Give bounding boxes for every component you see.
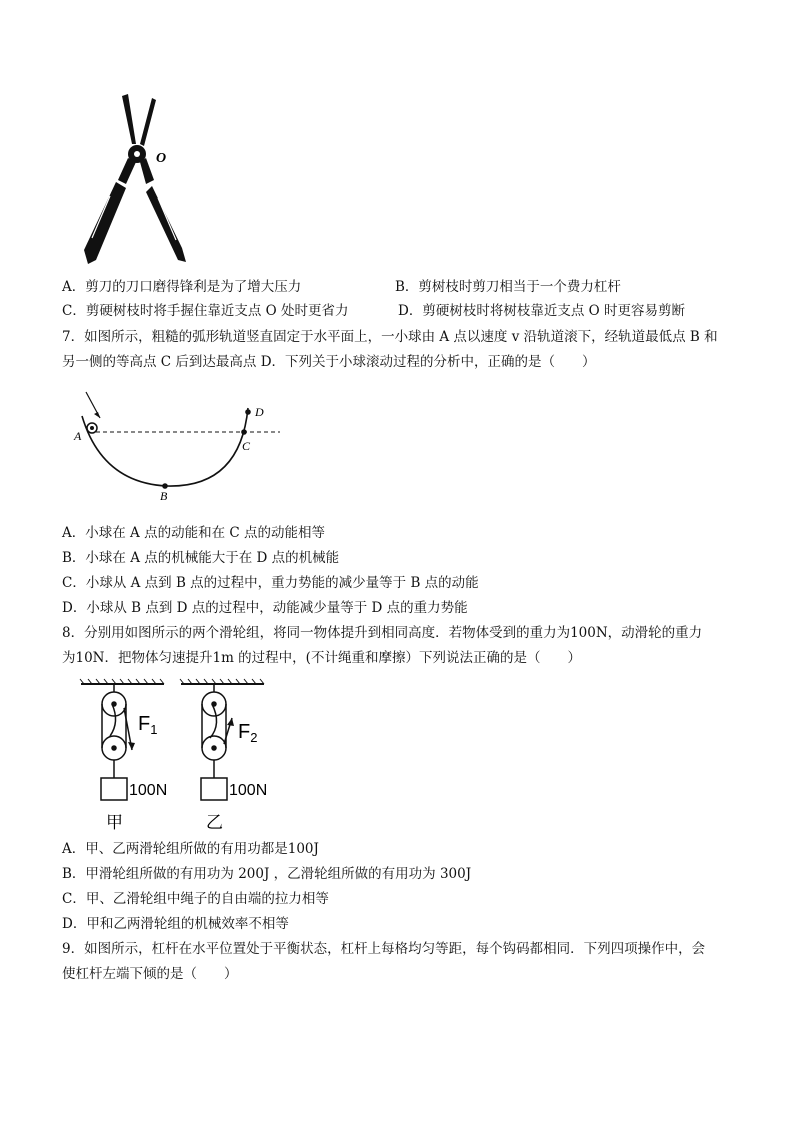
point-label-d: D [255,405,264,419]
q8-option-c: C．甲、乙滑轮组中绳子的自由端的拉力相等 [62,891,329,907]
q9-stem-line-2: 使杠杆左端下倾的是（ ） [62,966,238,982]
weight-label-right: 100N [229,782,268,799]
force-label-f2: $F_2$ [238,721,258,745]
q6-option-d: D．剪硬树枝时将树枝靠近支点 O 时更容易剪断 [398,303,685,319]
shears-figure [70,92,200,267]
q8-stem-line-2: 为10N．把物体匀速提升1m 的过程中，(不计绳重和摩擦）下列说法正确的是（ ） [62,650,581,666]
point-label-b: B [160,489,168,503]
q8-option-b: B．甲滑轮组所做的有用功为 200J ，乙滑轮组所做的有用功为 300J [62,866,472,882]
q6-option-row-2 [62,302,685,320]
caption-jia: 甲 [106,813,123,833]
q6-option-a: A．剪刀的刀口磨得锋利是为了增大压力 [62,279,302,295]
arc-track-figure [72,388,287,503]
q8-option-a: A．甲、乙两滑轮组所做的有用功都是100J [62,841,319,857]
q7-stem-line-2: 另一侧的等高点 C 后到达最高点 D．下列关于小球滚动过程的分析中，正确的是（ ） [62,354,596,370]
caption-yi: 乙 [206,813,223,833]
q9-stem-line-1: 9．如图所示，杠杆在水平位置处于平衡状态，杠杆上每格均匀等距，每个钩码都相同．下列四项操作中，会 [62,941,706,957]
q8-option-d: D．甲和乙两滑轮组的机械效率不相等 [62,916,289,932]
q6-option-b: B．剪树枝时剪刀相当于一个费力杠杆 [395,279,621,295]
q7-option-a: A．小球在 A 点的动能和在 C 点的动能相等 [62,525,325,541]
q7-option-d: D．小球从 B 点到 D 点的过程中，动能减少量等于 D 点的重力势能 [62,600,468,616]
q6-option-row-1 [62,278,621,296]
pulley-figure [76,678,276,833]
q7-stem-line-1: 7．如图所示，粗糙的弧形轨道竖直固定于水平面上，一小球由 A 点以速度 v 沿轨道滚下，经轨道最低点 B 和 [62,329,718,345]
pivot-label-O: O [156,151,167,166]
q8-stem-line-1: 8．分别用如图所示的两个滑轮组，将同一物体提升到相同高度．若物体受到的重力为100N，动滑轮的重力 [62,625,703,641]
point-label-a: A [74,429,82,443]
force-label-f1: $F_1$ [138,713,158,737]
weight-label-left: 100N [129,782,168,799]
q7-option-c: C．小球从 A 点到 B 点的过程中，重力势能的减少量等于 B 点的动能 [62,575,479,591]
q6-option-c: C．剪硬树枝时将手握住靠近支点 O 处时更省力 [62,303,349,319]
point-label-c: C [242,439,251,453]
q7-option-b: B．小球在 A 点的机械能大于在 D 点的机械能 [62,550,340,566]
